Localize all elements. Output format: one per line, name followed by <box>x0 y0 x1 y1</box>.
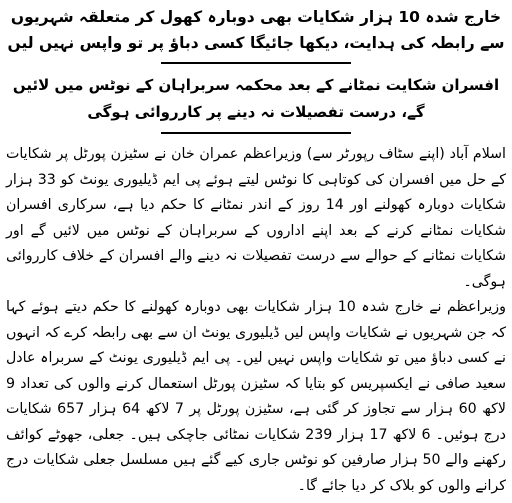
article-body <box>6 142 506 499</box>
divider-rule <box>161 132 351 134</box>
subheadline: افسران شکایت نمٹانے کے بعد محکمہ سربراہان کے نوٹس میں لائیں گے، درست تفصیلات نہ دینے پر کارروائی ہوگی <box>12 76 500 121</box>
divider-rule <box>161 62 351 64</box>
article-paragraph: وزیراعظم نے خارج شدہ 10 ہزار شکایات بھی دوبارہ کھولنے کا حکم دیتے ہوئے کہا کہ جن شہریوں نے شکایات واپس لیں ڈیلیوری یونٹ ان سے بھی رابطہ کرے کہ انہوں نے کسی دباؤ میں تو شکایات واپس نہیں لیں۔ پی ایم ڈیلیوری یونٹ کے سربراہ عادل سعید صافی نے ایکسپریس کو بتایا کہ سٹیزن پورٹل استعمال کرنے والوں کی تعداد 9 لاکھ 60 ہزار سے تجاوز کر گئی ہے، سٹیزن پورٹل پر 7 لاکھ 64 ہزار 657 شکایات درج ہوئیں۔ 6 لاکھ 17 ہزار 239 شکایات نمٹائی جاچکی ہیں۔ جعلی، جھوٹے کوائف رکھنے والے 50 ہزار صارفین کو نوٹس جاری کیے گئے ہیں مسلسل جعلی شکایات درج کرانے والوں کو بلاک کر دیا جائے گا۔ <box>6 299 506 494</box>
headline: خارج شدہ 10 ہزار شکایات بھی دوبارہ کھول کر متعلقہ شہریوں سے رابطہ کی ہدایت، دیکھا جائیگا کسی دباؤ پر تو واپس نہیں لیں <box>7 8 505 52</box>
news-clipping <box>6 4 506 499</box>
article-paragraph: اسلام آباد (اپنے سٹاف رپورٹر سے) وزیراعظم عمران خان نے سٹیزن پورٹل پر شکایات کے حل میں افسران کی کوتاہی کا نوٹس لیتے ہوئے پی ایم ڈیلیوری یونٹ کو 33 ہزار شکایات دوبارہ کھولنے اور 14 روز کے اندر نمٹانے کا حکم دیا ہے، سرکاری افسران شکایات نمٹانے کرنے کے بعد اپنے اداروں کے سربراہان کے نوٹس میں لائیں گے اور شکایات نمٹانے کے حوالے سے درست تفصیلات نہ دینے والے افسران کے خلاف کارروائی ہوگی۔ <box>6 146 506 290</box>
